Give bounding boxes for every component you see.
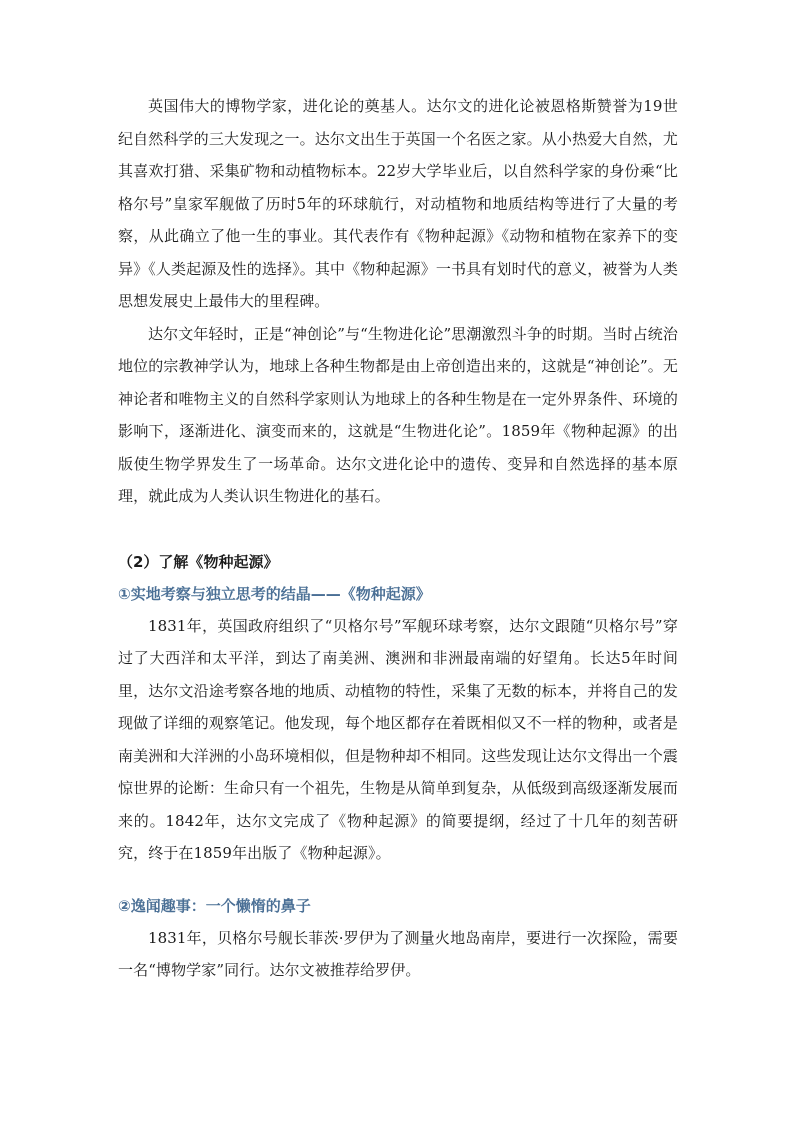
section-title: （2）了解《物种起源》 <box>118 552 279 571</box>
document-page <box>118 90 678 987</box>
subsection-1-paragraph: 1831年，英国政府组织了“贝格尔号”军舰环球考察，达尔文跟随“贝格尔号”穿过了大西洋和太平洋，到达了南美洲、澳洲和非洲最南端的好望角。长达5年时间里，达尔文沿途考察各地的地质、动植物的特性，采集了无数的标本，并将自己的发现做了详细的观察笔记。他发现，每个地区都存在着既相似又不一样的物种，或者是南美洲和大洋洲的小岛环境相似，但是物种却不相同。这些发现让达尔文得出一个震惊世界的论断：生命只有一个祖先，生物是从简单到复杂，从低级到高级逐渐发展而来的。1842年，达尔文完成了《物种起源》的简要提纲，经过了十几年的刻苦研究，终于在1859年出版了《物种起源》。 <box>118 616 678 862</box>
subsection-2-title: ②逸闻趣事：一个懒惰的鼻子 <box>118 896 311 915</box>
subsection-2-paragraph: 1831年，贝格尔号舰长菲茨·罗伊为了测量火地岛南岸，要进行一次探险，需要一名“博物学家”同行。达尔文被推荐给罗伊。 <box>118 928 678 979</box>
intro-paragraph-1: 英国伟大的博物学家，进化论的奠基人。达尔文的进化论被恩格斯赞誉为19世纪自然科学的三大发现之一。达尔文出生于英国一个名医之家。从小热爱大自然，尤其喜欢打猎、采集矿物和动植物标本。22岁大学毕业后，以自然科学家的身份乘“比格尔号”皇家军舰做了历时5年的环球航行，对动植物和地质结构等进行了大量的考察，从此确立了他一生的事业。其代表作有《物种起源》《动物和植物在家养下的变异》《人类起源及性的选择》。其中《物种起源》一书具有划时代的意义，被誉为人类思想发展史上最伟大的里程碑。 <box>118 97 678 310</box>
subsection-1-title: ①实地考察与独立思考的结晶——《物种起源》 <box>118 584 431 603</box>
intro-paragraph-2: 达尔文年轻时，正是“神创论”与“生物进化论”思潮激烈斗争的时期。当时占统治地位的宗教神学认为，地球上各种生物都是由上帝创造出来的，这就是“神创论”。无神论者和唯物主义的自然科学家则认为地球上的各种生物是在一定外界条件、环境的影响下，逐渐进化、演变而来的，这就是“生物进化论”。1859年《物种起源》的出版使生物学界发生了一场革命。达尔文进化论中的遗传、变异和自然选择的基本原理，就此成为人类认识生物进化的基石。 <box>118 324 678 505</box>
